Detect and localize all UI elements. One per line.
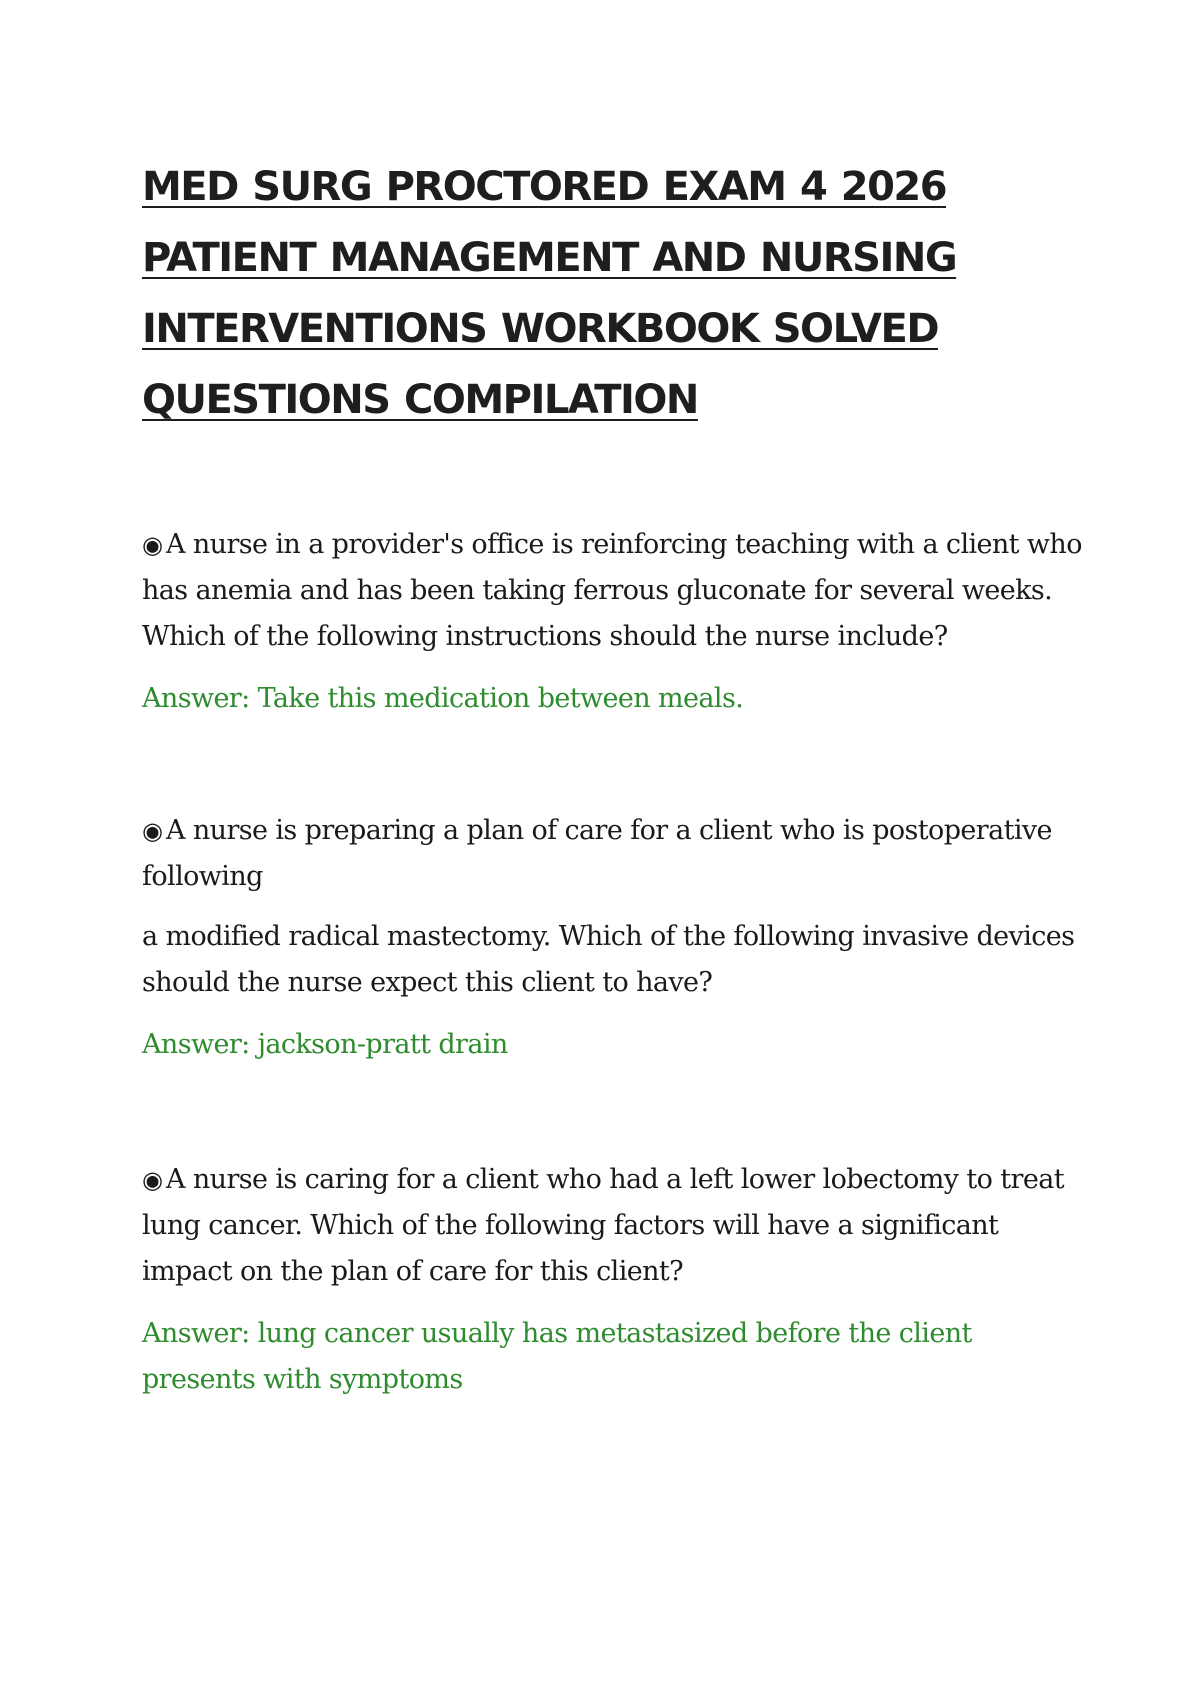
question-text [142, 1157, 1082, 1295]
answer-text: Answer: jackson-pratt drain [142, 1029, 508, 1060]
radio-bullet-icon: ◉ [142, 531, 163, 559]
radio-bullet-icon: ◉ [142, 1166, 163, 1194]
question-text-continued: a modified radical mastectomy. Which of the following invasive devices should the nurse expect this client to have? [142, 921, 1075, 998]
question-block [142, 808, 1082, 1068]
question-text [142, 522, 1082, 660]
question-text [142, 808, 1082, 900]
question-block [142, 1157, 1082, 1403]
question-block [142, 522, 1082, 722]
radio-bullet-icon: ◉ [142, 817, 163, 845]
answer-text: Answer: Take this medication between meals. [142, 683, 744, 714]
answer-text: Answer: lung cancer usually has metastasized before the client presents with symptoms [142, 1318, 972, 1395]
document-title: MED SURG PROCTORED EXAM 4 2026 PATIENT MANAGEMENT AND NURSING INTERVENTIONS WORKBOOK SOLVED QUESTIONS COMPILATION [142, 164, 957, 423]
question-text-content: A nurse in a provider's office is reinforcing teaching with a client who has anemia and has been taking ferrous gluconate for several weeks. Which of the following instructions should the nurse include? [142, 529, 1082, 652]
question-text-content: A nurse is caring for a client who had a left lower lobectomy to treat lung cancer. Which of the following factors will have a significant impact on the plan of care for this client? [142, 1164, 1064, 1287]
question-text-content: A nurse is preparing a plan of care for a client who is postoperative following [142, 815, 1052, 892]
